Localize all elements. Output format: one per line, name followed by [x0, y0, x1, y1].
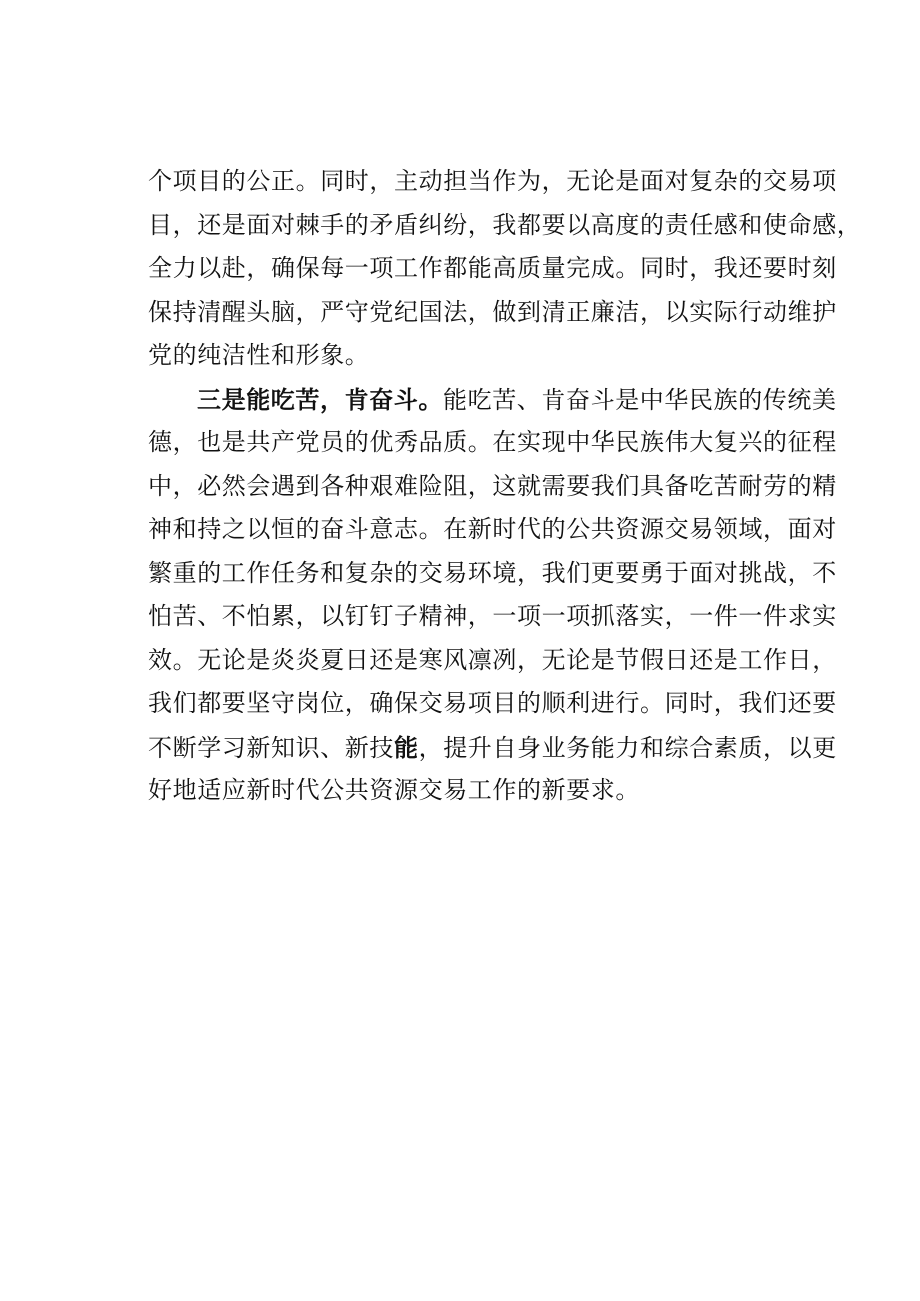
text-line — [148, 726, 837, 770]
text-line: 全力以赴，确保每一项工作都能高质量完成。同时，我还要时刻 — [148, 254, 837, 282]
body-text — [148, 160, 862, 813]
text-line: 繁重的工作任务和复杂的交易环境，我们更要勇于面对挑战，不 — [148, 558, 837, 587]
text-run: 能吃苦、肯奋斗是中华民族的传统美 — [443, 385, 837, 414]
text-line: 中，必然会遇到各种艰难险阻，这就需要我们具备吃苦耐劳的精 — [148, 471, 837, 500]
text-line: 目，还是面对棘手的矛盾纠纷，我都要以高度的责任感和使命感， — [148, 210, 862, 239]
text-line: 我们都要坚守岗位，确保交易项目的顺利进行。同时，我们还要 — [148, 689, 837, 717]
bold-word: 能 — [394, 732, 419, 762]
text-line: 德，也是共产党员的优秀品质。在实现中华民族伟大复兴的征程 — [148, 428, 837, 456]
text-line: 效。无论是炎炎夏日还是寒风凛冽，无论是节假日还是工作日， — [148, 645, 837, 674]
text-line: 神和持之以恒的奋斗意志。在新时代的公共资源交易领域，面对 — [148, 515, 837, 543]
paragraph-heading-line — [148, 378, 837, 422]
text-line: 怕苦、不怕累，以钉钉子精神，一项一项抓落实，一件一件求实 — [148, 602, 837, 630]
text-line: 个项目的公正。同时，主动担当作为，无论是面对复杂的交易项 — [148, 167, 837, 195]
text-run: 不断学习新知识、新技 — [148, 733, 394, 762]
text-line: 党的纯洁性和形象。 — [148, 341, 370, 369]
text-run: ，提升自身业务能力和综合素质，以更 — [418, 733, 837, 762]
text-line: 好地适应新时代公共资源交易工作的新要求。 — [148, 776, 640, 804]
text-line: 保持清醒头脑，严守党纪国法，做到清正廉洁，以实际行动维护 — [148, 297, 837, 326]
paragraph-heading: 三是能吃苦，肯奋斗。 — [197, 384, 443, 414]
